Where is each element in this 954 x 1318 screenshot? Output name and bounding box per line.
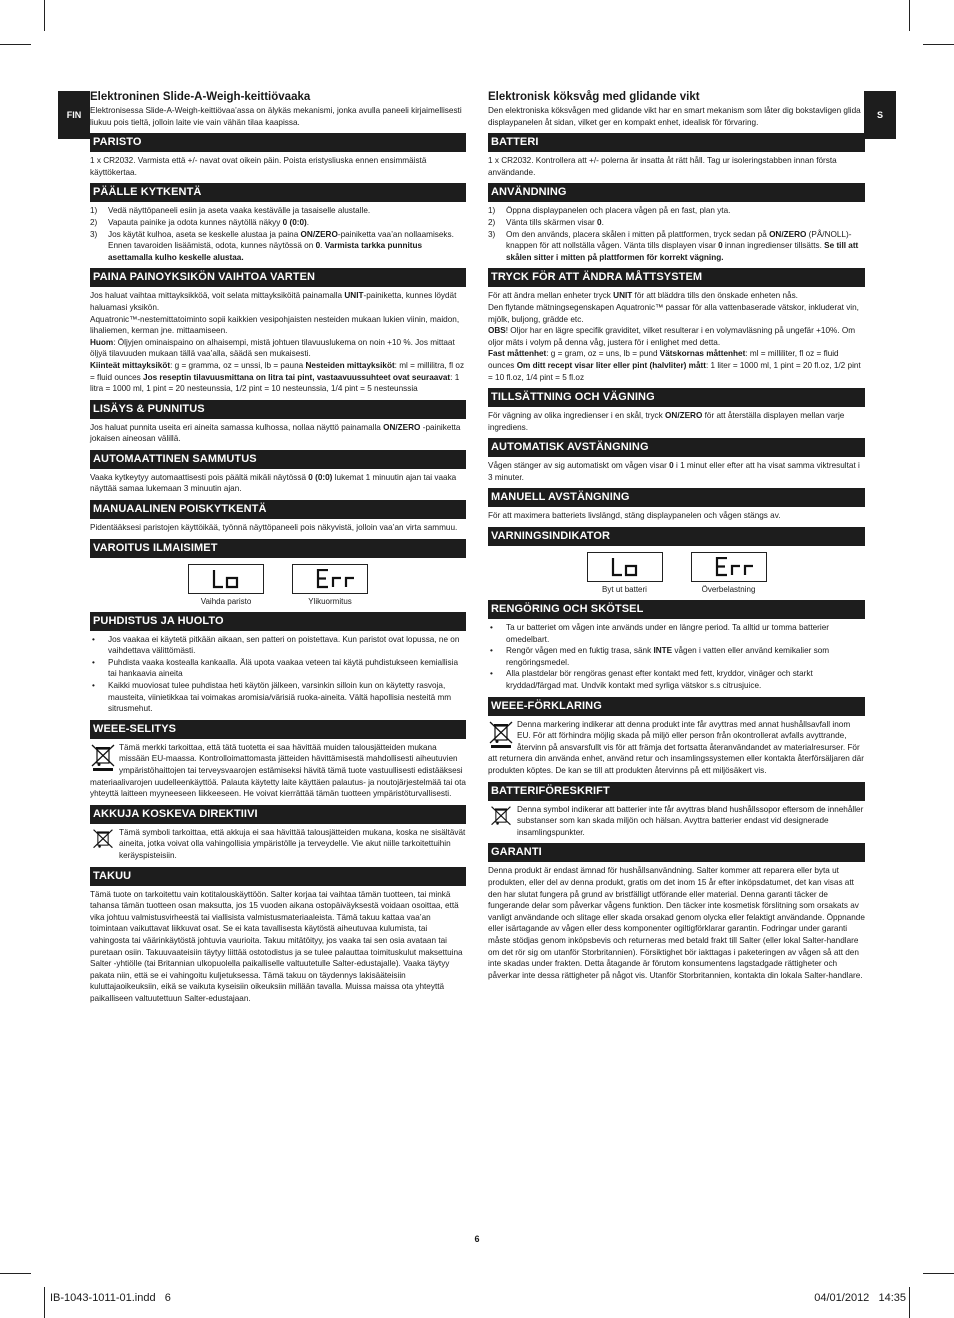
overload-indicator bbox=[292, 564, 368, 607]
section-text: För vägning av olika ingredienser i en skål, tryck ON/ZERO för att återställa displayen mellan varje ingrediens. bbox=[488, 411, 845, 432]
section-heading: ANVÄNDNING bbox=[488, 183, 865, 202]
crop-mark bbox=[44, 1287, 45, 1318]
footer-file-name: IB-1043-1011-01.indd 6 bbox=[50, 1292, 171, 1304]
section-units bbox=[488, 268, 865, 383]
crossed-out-wheelie-bin-icon bbox=[488, 805, 514, 829]
section-battery-directive bbox=[488, 782, 865, 839]
section-heading: MANUELL AVSTÄNGNING bbox=[488, 488, 865, 507]
section-heading: PARISTO bbox=[90, 133, 466, 152]
lcd-err-glyph bbox=[714, 557, 758, 577]
crop-mark bbox=[909, 0, 910, 31]
section-weee bbox=[488, 697, 865, 777]
section-heading: WEEE-SELITYS bbox=[90, 720, 466, 739]
crop-mark bbox=[44, 0, 45, 31]
lcd-err-display bbox=[691, 552, 767, 582]
section-warranty bbox=[488, 843, 865, 981]
indicator-label: Överbelastning bbox=[701, 585, 756, 595]
crop-mark bbox=[0, 1273, 31, 1274]
section-heading: TAKUU bbox=[90, 867, 466, 886]
section-auto-off bbox=[488, 438, 865, 483]
section-text: Den flytande mätningsegenskapen Aquatronic™ passar för alla vattenbaserade vätskor, inkluderat vin, mjölk, buljong, grädde etc. bbox=[488, 302, 859, 324]
section-text: Vågen stänger av sig automatiskt om vågen visar 0 i 1 minut eller efter att ha visat samma viktresultat i 3 minuter. bbox=[488, 461, 860, 482]
intro-text: Den elektroniska köksvågen med glidande vikt har en smart mekanism som låter dig bokstavligen glida displaypanelen åt sidan, vilket ger en kompakt enhet, idealisk för förvaring. bbox=[488, 106, 861, 127]
steps-list bbox=[90, 205, 466, 263]
low-battery-indicator bbox=[587, 552, 663, 595]
lcd-lo-display bbox=[587, 552, 663, 582]
crop-mark bbox=[0, 44, 31, 45]
section-text: Tämä tuote on tarkoitettu vain kotitalouskäyttöön. Salter korjaa tai vaihtaa tämän tuotteen, tai minkä tahansa tämän tuotteen osan maksutta, jos 15 vuoden aikana ostopäiväyksestä voidaan osoittaa, että vika johtuu valmistusvirheestä tai viallisista valmistusmateriaaleista. Tämä takuu kattaa vaa’an toimintaan vaikuttavat liikkuvat osat. Se ei kata tavallisesta käytöstä aiheutuvaa kulumista, tai vahingosta tai väärinkäytöstä johtuvia vaurioita. Takuu mitätöityy, jos vaaka tai sen osia avataan tai puretaan osiin. Takuuvaateisiin täytyy liittää ostotodistus ja se tulee palauttaa toimituskulut maksettuina Salter -yhtiölle (tai Britannian ulkopuolella paikalliselle valtuutetulle Salter-edustajalle). Vaaka täytyy pakata niin, että se ei vahingoitu kuljetuksessa. Tämä takuu on täydennys lakisääteisiin kuluttajaoikeuksiin, eikä se vaikuta kyseisiin oikeuksiin millään tavalla. Muissa maissa ota yhteyttä paikalliseen valtuutettuun Salter-edustajaan. bbox=[90, 889, 463, 1003]
section-text: Kiinteät mittayksiköt: g = gramma, oz = unssi, lb = pauna Nesteiden mittayksiköt: ml = millilitra, fl oz = fluid ounces Jos reseptin tilavuusmittana on litra tai pint, vastaavuussuhteet ovat seuraavat: 1 litra = 1000 ml, 1 pint = 20 nesteunssia, 1/2 pint = 10 nesteunssia, 1/4 pint = 5 nesteunssia bbox=[90, 360, 465, 394]
indicator-label: Ylikuormitus bbox=[308, 596, 352, 606]
battery-directive-text-block bbox=[488, 804, 865, 839]
bullet-list bbox=[488, 622, 865, 692]
battery-directive-text: Tämä symboli tarkoittaa, että akkuja ei saa hävittää talousjätteiden mukana, koska ne sisältävät aineita, jotka voivat olla vahingollisia ympäristölle ja terveydelle. Vie akut niille tarkoitettuihin keräyspisteisiin. bbox=[119, 827, 466, 860]
section-text: Denna produkt är endast ämnad för hushållsanvändning. Salter kommer att reparera eller byta ut produkten, eller del av denna produkt, gratis om det inom 15 år efter inköpsdatumet, det kan visas att den har slutat fungera på grund av bristfälligt utförande eller material. Denna garanti täcker de fungerande delar som påverkar vågens funktion. Den täcker inte kosmetisk förslitning som orsakats av vanligt användande och slitage eller skada orsakad genom olycka eller felaktigt användande. Öppnande eller isärtagande av vågen eller dess komponenter ogiltigförklarar garantin. Fodringar under garanti måste stödjas genom inköpsbevis och returneras med betald frakt till Salter (eller lokal Salter-handlare om det rör sig om utanför Storbritannien). Försiktighet bör iakttagas i paketeringen av vågen så att den inte skadas under frakten. Detta åtagande är förutom konsumentens lagstadgade rättigheter och påverkar inte dessa rättigheter på något vis. Utanför Storbritannien, kontakta din lokala Salter-handlare. bbox=[488, 866, 865, 980]
crossed-out-wheelie-bin-icon bbox=[90, 828, 116, 852]
page-number: 6 bbox=[474, 1234, 480, 1244]
language-tab-fi: FIN bbox=[58, 91, 90, 139]
section-heading: VAROITUS ILMAISIMET bbox=[90, 539, 466, 558]
section-text: Jos haluat vaihtaa mittayksikköä, voit selata mittayksiköitä painamalla UNIT-painiketta, kunnes löydät haluamasi yksikön. bbox=[90, 291, 457, 312]
section-heading: RENGÖRING OCH SKÖTSEL bbox=[488, 600, 865, 619]
section-battery-directive bbox=[90, 805, 466, 862]
lcd-lo-glyph bbox=[610, 557, 640, 577]
section-warranty bbox=[90, 867, 466, 1005]
weee-text-block bbox=[488, 719, 865, 777]
section-switch-on bbox=[90, 183, 466, 263]
section-battery bbox=[488, 133, 865, 178]
battery-directive-text: Denna symbol indikerar att batterier inte får avyttras bland hushållssopor eftersom de innehåller substanser som kan skada miljön och hälsan. Avyttra batterier endast vid designerade insamlingspunkter. bbox=[517, 804, 864, 837]
lcd-lo-display bbox=[188, 564, 264, 594]
section-usage bbox=[488, 183, 865, 263]
crop-mark bbox=[923, 44, 954, 45]
list-item: • Puhdista vaaka kostealla kankaalla. Älä upota vaakaa veteen tai käytä puhdistukseen kemiallisia tai hankaavia aineita bbox=[90, 657, 466, 680]
doc-title: Elektroninen Slide-A-Weigh-keittiövaaka bbox=[90, 91, 311, 103]
section-text: Jos haluat punnita useita eri aineita samassa kulhossa, nollaa näyttö painamalla ON/ZERO -painiketta jokaisen aineosan välillä. bbox=[90, 422, 461, 444]
list-item: • Ta ur batteriet om vågen inte används under en längre period. Ta alltid ur tomma batterier omedelbart. bbox=[488, 622, 865, 645]
overload-indicator bbox=[691, 552, 767, 595]
bullet-list bbox=[90, 634, 466, 715]
section-text: OBS! Oljor har en lägre specifik graviditet, vilket resulterar i en volymavläsning på ungefär +10%. Om oljor mäts i volym på denna våg, justera för i enlighet med detta. bbox=[488, 326, 856, 347]
language-tab-sv: S bbox=[864, 91, 896, 139]
weee-text: Tämä merkki tarkoittaa, että tätä tuotetta ei saa hävittää muiden talousjätteiden mukana missään EU-maassa. Kontrolloimattomasta jätteiden hävittämisestä mahdollisesti aiheutuvien ympäristöhaittojen tai terveysvaarojen estämiseksi hävitä tämä tuote vastuullisesti edistääksesi materiaalivarojen uudelleenkäyttöä. Palauta käytetty laite käyttäen palautus- ja noutojärjestelmää tai ota yhteyttä laitteen myyneeseen liikkeeseen. He voivat kierrättää tämän tuotteen ympäristöturvallisesti. bbox=[90, 742, 466, 799]
section-cleaning bbox=[90, 612, 466, 715]
section-heading: WEEE-FÖRKLARING bbox=[488, 697, 865, 716]
list-item: • Jos vaakaa ei käytetä pitkään aikaan, sen patteri on poistettava. Kun paristot ovat lopussa, ne on vaihdettava välittömästi. bbox=[90, 634, 466, 657]
section-heading: BATTERI bbox=[488, 133, 865, 152]
section-heading: AUTOMATISK AVSTÄNGNING bbox=[488, 438, 865, 457]
section-text: För att ändra mellan enheter tryck UNIT för att bläddra tills den önskade enheten nås. bbox=[488, 291, 798, 301]
section-manual-off bbox=[488, 488, 865, 522]
section-text: 1 x CR2032. Kontrollera att +/- polerna är insatta åt rätt håll. Tag ur isoleringstabben innan första användande. bbox=[488, 156, 837, 177]
section-text: 1 x CR2032. Varmista että +/- navat ovat oikein päin. Poista eristysliuska ennen ensimmäistä käyttökertaa. bbox=[90, 156, 427, 177]
section-heading: PUHDISTUS JA HUOLTO bbox=[90, 612, 466, 631]
section-add-weigh bbox=[90, 400, 466, 445]
lcd-lo-glyph bbox=[211, 569, 241, 589]
section-heading: AKKUJA KOSKEVA DIREKTIIVI bbox=[90, 805, 466, 824]
indicator-row bbox=[488, 552, 865, 595]
low-battery-indicator bbox=[188, 564, 264, 607]
section-heading: AUTOMAATTINEN SAMMUTUS bbox=[90, 450, 466, 469]
step-item: 1) Vedä näyttöpaneeli esiin ja aseta vaaka kestävälle ja tasaiselle alustalle. bbox=[90, 206, 371, 216]
swedish-column bbox=[488, 90, 865, 981]
section-text: Vaaka kytkeytyy automaattisesti pois päältä mikäli näytössä 0 (0:0) lukemat 1 minuutin ajan tai vaaka näyttää samaa lukemaan 3 minuutin ajan. bbox=[90, 472, 457, 494]
section-text: Pidentääksesi paristojen käyttöikää, työnnä näyttöpaneeli pois näkyvistä, jolloin vaa’an virta sammuu. bbox=[90, 523, 458, 533]
section-heading: VARNINGSINDIKATOR bbox=[488, 527, 865, 546]
crop-mark bbox=[923, 1273, 954, 1274]
weee-text-block bbox=[90, 742, 466, 800]
crossed-out-wheelie-bin-icon bbox=[488, 720, 514, 748]
section-heading: BATTERIFÖRESKRIFT bbox=[488, 782, 865, 801]
step-item: 1) Öppna displaypanelen och placera vågen på en fast, plan yta. bbox=[488, 206, 731, 216]
section-heading: GARANTI bbox=[488, 843, 865, 862]
intro-text: Elektronisessa Slide-A-Weigh-keittiövaa’assa on älykäs mekanismi, jonka avulla paneeli kirjaimellisesti liukuu pois tieltä, jolloin laite vie vain vähän tilaa kaapissa. bbox=[90, 106, 462, 127]
lcd-err-glyph bbox=[315, 569, 359, 589]
list-item: • Rengör vågen med en fuktig trasa, sänk INTE vågen i vatten eller använd kemikalier som rengöringsmedel. bbox=[488, 645, 865, 668]
section-text: Aquatronic™-nestemittatoiminto sopii kaikkien vesipohjaisten nesteiden mukaan lukien viinin, maidon, lihaliemen, kerman jne. mittaamiseen. bbox=[90, 314, 460, 336]
finnish-column bbox=[90, 90, 466, 1005]
list-item: • Kaikki muoviosat tulee puhdistaa heti käytön jälkeen, varsinkin silloin kun on käytetty rasvoja, mausteita, viinietikkaa tai voimakas aromisia/värisiä ruoka-aineita. Vältä hapollisia nesteitä mm sitrusmehut. bbox=[90, 680, 466, 715]
crossed-out-wheelie-bin-icon bbox=[90, 743, 116, 771]
battery-directive-text-block bbox=[90, 827, 466, 862]
section-warnings bbox=[90, 539, 466, 607]
step-item: 3) Om den används, placera skålen i mitten på plattformen, tryck sedan på ON/ZERO (PÅ/NOLL)-knappen för att nollställa vågen. Vänta tills displayen visar 0 innan ingredienser tillsätts. Se till att skålen sitter i mitten på plattformen för korrekt vägning. bbox=[488, 229, 859, 262]
list-item: • Alla plastdelar bör rengöras genast efter kontakt med fett, kryddor, vinäger och starkt kryddad/färgad mat. Undvik kontakt med syrliga vätskor s.s citrusjuice. bbox=[488, 668, 865, 691]
section-heading: TILLSÄTTNING OCH VÄGNING bbox=[488, 388, 865, 407]
indicator-label: Byt ut batteri bbox=[602, 585, 647, 595]
section-cleaning bbox=[488, 600, 865, 692]
weee-text: Denna markering indikerar att denna produkt inte får avyttras med annat hushållsavfall inom EU. För att förhindra möjlig skada på miljö eller person från okontrollerat avfalls avyttrande, återvinn på ansvarsfullt vis för att främja det fortsatta återanvändandet av materialresurser. För att returnera din använda enhet, använd retur och insamlingssystemen eller kontakta återförsäljaren där produkten köptes. De kan se till att produkten återvinns på ett miljösäkert vis. bbox=[488, 719, 864, 775]
section-weee bbox=[90, 720, 466, 800]
section-heading: PAINA PAINOYKSIKÖN VAIHTOA VARTEN bbox=[90, 268, 466, 287]
step-item: 2) Vänta tills skärmen visar 0. bbox=[488, 217, 604, 227]
footer-timestamp: 04/01/2012 14:35 bbox=[814, 1292, 906, 1304]
step-item: 3) Jos käytät kulhoa, aseta se keskelle alustaa ja paina ON/ZERO-painiketta vaa’an nollaamiseks. Ennen tavaroiden lisäämistä, odota, kunnes näytössä on 0. Varmista tarkka punnitus asettamalla kulho keskelle alustaa. bbox=[90, 229, 454, 262]
section-auto-off bbox=[90, 450, 466, 495]
steps-list bbox=[488, 205, 865, 263]
section-add-weigh bbox=[488, 388, 865, 433]
section-heading: TRYCK FÖR ATT ÄNDRA MÅTTSYSTEM bbox=[488, 268, 865, 287]
section-heading: LISÄYS & PUNNITUS bbox=[90, 400, 466, 419]
section-text: Fast måttenhet: g = gram, oz = uns, lb = pund Vätskornas måttenhet: ml = milliliter, fl oz = fluid ounces Om ditt recept visar liter eller pint (halvliter) mått: 1 liter = 1000 ml, 1 pint = 20 fl.oz, 1/2 pint = 10 fl.oz, 1/4 pint = 5 fl.oz bbox=[488, 349, 861, 382]
section-battery bbox=[90, 133, 466, 178]
section-text: Huom: Öljyjen ominaispaino on alhaisempi, mistä johtuen tilavuuslukema on noin +10 %. Jos mittaat öljyä tilavuuden mukaan tällä vaa’alla, säädä sen mukaisesti. bbox=[90, 337, 455, 359]
section-manual-off bbox=[90, 500, 466, 534]
section-heading: PÄÄLLE KYTKENTÄ bbox=[90, 183, 466, 202]
section-warnings bbox=[488, 527, 865, 595]
doc-title: Elektronisk köksvåg med glidande vikt bbox=[488, 91, 700, 103]
indicator-row bbox=[90, 564, 466, 607]
lcd-err-display bbox=[292, 564, 368, 594]
indicator-label: Vaihda paristo bbox=[200, 596, 252, 606]
crop-mark bbox=[909, 1287, 910, 1318]
section-units bbox=[90, 268, 466, 394]
section-heading: MANUAALINEN POISKYTKENTÄ bbox=[90, 500, 466, 519]
step-item: 2) Vapauta painike ja odota kunnes näytöllä näkyy 0 (0:0). bbox=[90, 217, 310, 227]
section-text: För att maximera batteriets livslängd, stäng displaypanelen och vågen stängs av. bbox=[488, 511, 781, 521]
